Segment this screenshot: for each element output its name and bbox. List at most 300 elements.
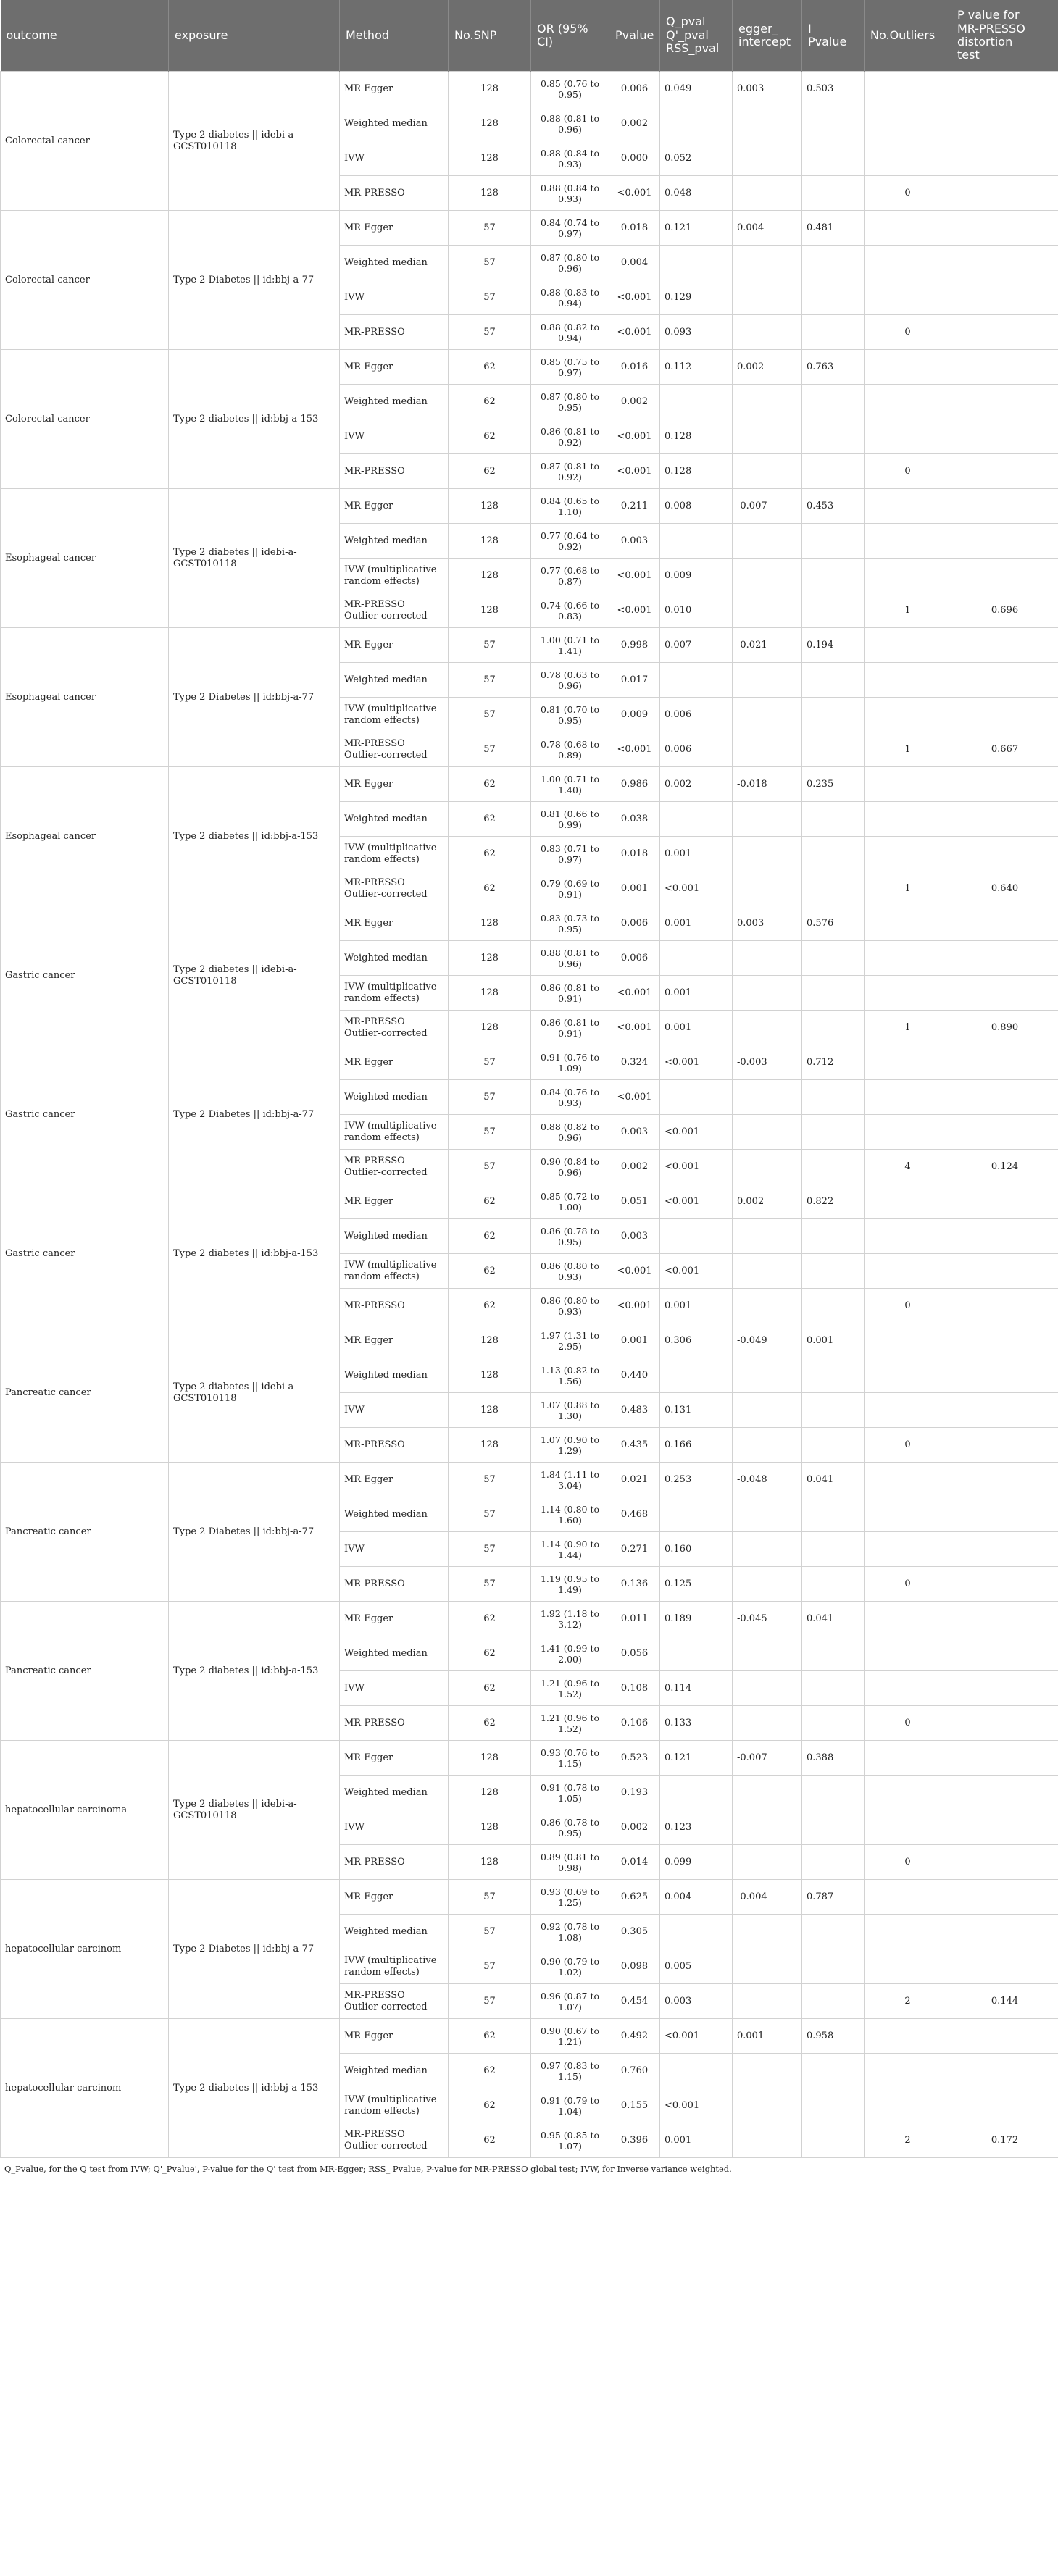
pvalue-cell: 0.001 xyxy=(609,1323,660,1358)
q-pval-cell: 0.007 xyxy=(660,628,733,663)
method-cell: MR Egger xyxy=(340,350,449,385)
nsnp-cell: 57 xyxy=(449,1150,531,1184)
egger-intercept-cell xyxy=(733,1776,802,1810)
nsnp-cell: 57 xyxy=(449,1463,531,1497)
i-pvalue-cell xyxy=(802,2088,865,2123)
method-cell: MR Egger xyxy=(340,767,449,802)
i-pvalue-cell xyxy=(802,1011,865,1045)
distortion-cell xyxy=(951,1602,1058,1636)
i-pvalue-cell xyxy=(802,2054,865,2088)
distortion-cell xyxy=(951,976,1058,1011)
i-pvalue-cell xyxy=(802,385,865,419)
nsnp-cell: 57 xyxy=(449,1532,531,1567)
distortion-cell xyxy=(951,419,1058,454)
distortion-cell xyxy=(951,941,1058,976)
nsnp-cell: 57 xyxy=(449,663,531,698)
i-pvalue-cell xyxy=(802,1497,865,1532)
i-pvalue-cell xyxy=(802,1393,865,1428)
nsnp-cell: 128 xyxy=(449,1358,531,1393)
or-cell: 0.88 (0.81 to 0.96) xyxy=(531,106,609,141)
nsnp-cell: 128 xyxy=(449,106,531,141)
method-cell: MR Egger xyxy=(340,628,449,663)
i-pvalue-cell xyxy=(802,1115,865,1150)
q-pval-cell: 0.128 xyxy=(660,419,733,454)
or-cell: 0.96 (0.87 to 1.07) xyxy=(531,1984,609,2019)
outliers-cell: 0 xyxy=(865,1706,951,1741)
outliers-cell xyxy=(865,1219,951,1254)
method-cell: IVW xyxy=(340,1393,449,1428)
pvalue-cell: 0.006 xyxy=(609,906,660,941)
distortion-cell: 0.124 xyxy=(951,1150,1058,1184)
outliers-cell: 2 xyxy=(865,2123,951,2158)
nsnp-cell: 62 xyxy=(449,802,531,837)
method-cell: IVW xyxy=(340,1810,449,1845)
or-cell: 1.41 (0.99 to 2.00) xyxy=(531,1636,609,1671)
method-cell: MR-PRESSO xyxy=(340,1845,449,1880)
outliers-cell xyxy=(865,106,951,141)
or-cell: 0.89 (0.81 to 0.98) xyxy=(531,1845,609,1880)
q-pval-cell: 0.128 xyxy=(660,454,733,489)
distortion-cell xyxy=(951,802,1058,837)
outcome-cell: Gastric cancer xyxy=(1,1045,169,1184)
i-pvalue-cell xyxy=(802,1984,865,2019)
distortion-cell xyxy=(951,559,1058,593)
i-pvalue-cell xyxy=(802,2123,865,2158)
outcome-cell: Gastric cancer xyxy=(1,1184,169,1323)
method-cell: MR Egger xyxy=(340,1463,449,1497)
pvalue-cell: <0.001 xyxy=(609,1011,660,1045)
distortion-cell xyxy=(951,1184,1058,1219)
pvalue-cell: 0.014 xyxy=(609,1845,660,1880)
or-cell: 0.86 (0.80 to 0.93) xyxy=(531,1289,609,1323)
method-cell: MR-PRESSO xyxy=(340,176,449,211)
or-cell: 0.86 (0.81 to 0.92) xyxy=(531,419,609,454)
distortion-cell xyxy=(951,350,1058,385)
nsnp-cell: 57 xyxy=(449,1984,531,2019)
method-cell: MR Egger xyxy=(340,1184,449,1219)
distortion-cell xyxy=(951,1671,1058,1706)
pvalue-cell: 0.492 xyxy=(609,2019,660,2054)
nsnp-cell: 62 xyxy=(449,2088,531,2123)
outcome-cell: Colorectal cancer xyxy=(1,350,169,489)
q-pval-cell xyxy=(660,106,733,141)
nsnp-cell: 62 xyxy=(449,1289,531,1323)
distortion-cell xyxy=(951,663,1058,698)
pvalue-cell: <0.001 xyxy=(609,176,660,211)
i-pvalue-cell xyxy=(802,802,865,837)
or-cell: 0.85 (0.76 to 0.95) xyxy=(531,72,609,106)
nsnp-cell: 62 xyxy=(449,767,531,802)
i-pvalue-cell xyxy=(802,1810,865,1845)
outliers-cell: 1 xyxy=(865,871,951,906)
nsnp-cell: 128 xyxy=(449,1776,531,1810)
distortion-cell: 0.667 xyxy=(951,732,1058,767)
outliers-cell xyxy=(865,1636,951,1671)
q-pval-cell: <0.001 xyxy=(660,1045,733,1080)
pvalue-cell: 0.108 xyxy=(609,1671,660,1706)
or-cell: 0.84 (0.76 to 0.93) xyxy=(531,1080,609,1115)
or-cell: 1.07 (0.90 to 1.29) xyxy=(531,1428,609,1463)
exposure-cell: Type 2 diabetes || id:bbj-a-153 xyxy=(169,1184,340,1323)
egger-intercept-cell: -0.045 xyxy=(733,1602,802,1636)
i-pvalue-cell: 0.958 xyxy=(802,2019,865,2054)
nsnp-cell: 57 xyxy=(449,732,531,767)
exposure-cell: Type 2 diabetes || idebi-a-GCST010118 xyxy=(169,906,340,1045)
method-cell: Weighted median xyxy=(340,1776,449,1810)
egger-intercept-cell: -0.021 xyxy=(733,628,802,663)
distortion-cell xyxy=(951,1810,1058,1845)
distortion-cell xyxy=(951,454,1058,489)
i-pvalue-cell: 0.388 xyxy=(802,1741,865,1776)
q-pval-cell: <0.001 xyxy=(660,1115,733,1150)
outliers-cell xyxy=(865,1497,951,1532)
pvalue-cell: 0.000 xyxy=(609,141,660,176)
egger-intercept-cell xyxy=(733,385,802,419)
i-pvalue-cell xyxy=(802,1358,865,1393)
egger-intercept-cell xyxy=(733,1532,802,1567)
distortion-cell: 0.144 xyxy=(951,1984,1058,2019)
nsnp-cell: 57 xyxy=(449,1880,531,1915)
distortion-cell xyxy=(951,246,1058,280)
egger-intercept-cell xyxy=(733,1219,802,1254)
i-pvalue-cell: 0.001 xyxy=(802,1323,865,1358)
nsnp-cell: 128 xyxy=(449,1393,531,1428)
egger-intercept-cell xyxy=(733,1289,802,1323)
distortion-cell xyxy=(951,176,1058,211)
or-cell: 0.88 (0.82 to 0.94) xyxy=(531,315,609,350)
table-body xyxy=(1,72,1058,2158)
nsnp-cell: 128 xyxy=(449,1845,531,1880)
outcome-cell: Pancreatic cancer xyxy=(1,1323,169,1463)
outcome-cell: hepatocellular carcinom xyxy=(1,1880,169,2019)
egger-intercept-cell: 0.002 xyxy=(733,350,802,385)
nsnp-cell: 62 xyxy=(449,2054,531,2088)
or-cell: 0.87 (0.81 to 0.92) xyxy=(531,454,609,489)
outliers-cell xyxy=(865,280,951,315)
distortion-cell xyxy=(951,1289,1058,1323)
or-cell: 0.93 (0.69 to 1.25) xyxy=(531,1880,609,1915)
q-pval-cell: <0.001 xyxy=(660,1254,733,1289)
distortion-cell xyxy=(951,280,1058,315)
method-cell: Weighted median xyxy=(340,802,449,837)
i-pvalue-cell xyxy=(802,454,865,489)
i-pvalue-cell: 0.822 xyxy=(802,1184,865,1219)
header-or: OR (95% CI) xyxy=(531,0,609,72)
q-pval-cell: 0.189 xyxy=(660,1602,733,1636)
header-method: Method xyxy=(340,0,449,72)
or-cell: 0.86 (0.78 to 0.95) xyxy=(531,1810,609,1845)
distortion-cell xyxy=(951,72,1058,106)
outcome-cell: Colorectal cancer xyxy=(1,211,169,350)
header-row xyxy=(1,0,1058,72)
method-cell: Weighted median xyxy=(340,1497,449,1532)
method-cell: IVW xyxy=(340,280,449,315)
table-row xyxy=(1,1323,1058,1358)
egger-intercept-cell xyxy=(733,559,802,593)
nsnp-cell: 57 xyxy=(449,628,531,663)
pvalue-cell: 0.018 xyxy=(609,211,660,246)
i-pvalue-cell xyxy=(802,1219,865,1254)
or-cell: 1.92 (1.18 to 3.12) xyxy=(531,1602,609,1636)
method-cell: Weighted median xyxy=(340,1636,449,1671)
outliers-cell xyxy=(865,2019,951,2054)
pvalue-cell: <0.001 xyxy=(609,1289,660,1323)
or-cell: 0.90 (0.84 to 0.96) xyxy=(531,1150,609,1184)
method-cell: MR Egger xyxy=(340,2019,449,2054)
or-cell: 0.91 (0.78 to 1.05) xyxy=(531,1776,609,1810)
pvalue-cell: 0.009 xyxy=(609,698,660,732)
egger-intercept-cell xyxy=(733,1150,802,1184)
q-pval-cell: <0.001 xyxy=(660,871,733,906)
table-row xyxy=(1,1463,1058,1497)
nsnp-cell: 57 xyxy=(449,246,531,280)
or-cell: 1.21 (0.96 to 1.52) xyxy=(531,1671,609,1706)
distortion-cell: 0.172 xyxy=(951,2123,1058,2158)
egger-intercept-cell xyxy=(733,454,802,489)
q-pval-cell: 0.001 xyxy=(660,976,733,1011)
i-pvalue-cell xyxy=(802,976,865,1011)
or-cell: 0.88 (0.83 to 0.94) xyxy=(531,280,609,315)
outcome-cell: Pancreatic cancer xyxy=(1,1602,169,1741)
i-pvalue-cell xyxy=(802,315,865,350)
outcome-cell: Esophageal cancer xyxy=(1,489,169,628)
nsnp-cell: 128 xyxy=(449,72,531,106)
outliers-cell xyxy=(865,1671,951,1706)
i-pvalue-cell xyxy=(802,663,865,698)
nsnp-cell: 57 xyxy=(449,1045,531,1080)
i-pvalue-cell xyxy=(802,871,865,906)
q-pval-cell: 0.001 xyxy=(660,1011,733,1045)
or-cell: 1.19 (0.95 to 1.49) xyxy=(531,1567,609,1602)
i-pvalue-cell xyxy=(802,280,865,315)
method-cell: IVW (multiplicative random effects) xyxy=(340,698,449,732)
outcome-cell: hepatocellular carcinoma xyxy=(1,1741,169,1880)
q-pval-cell: 0.006 xyxy=(660,732,733,767)
outliers-cell xyxy=(865,72,951,106)
outliers-cell xyxy=(865,1254,951,1289)
table-row xyxy=(1,1602,1058,1636)
table-row xyxy=(1,1880,1058,1915)
outliers-cell xyxy=(865,1393,951,1428)
distortion-cell xyxy=(951,1323,1058,1358)
outliers-cell xyxy=(865,767,951,802)
i-pvalue-cell: 0.787 xyxy=(802,1880,865,1915)
method-cell: MR-PRESSO xyxy=(340,315,449,350)
i-pvalue-cell xyxy=(802,141,865,176)
i-pvalue-cell xyxy=(802,1776,865,1810)
method-cell: MR-PRESSO Outlier-corrected xyxy=(340,1011,449,1045)
pvalue-cell: 0.003 xyxy=(609,1115,660,1150)
table-row xyxy=(1,1045,1058,1080)
q-pval-cell xyxy=(660,1915,733,1949)
pvalue-cell: 0.440 xyxy=(609,1358,660,1393)
or-cell: 0.95 (0.85 to 1.07) xyxy=(531,2123,609,2158)
method-cell: MR Egger xyxy=(340,211,449,246)
nsnp-cell: 62 xyxy=(449,1706,531,1741)
or-cell: 0.88 (0.82 to 0.96) xyxy=(531,1115,609,1150)
q-pval-cell: 0.121 xyxy=(660,211,733,246)
method-cell: Weighted median xyxy=(340,941,449,976)
i-pvalue-cell xyxy=(802,1289,865,1323)
pvalue-cell: 0.016 xyxy=(609,350,660,385)
q-pval-cell: 0.166 xyxy=(660,1428,733,1463)
table-footnote: Q_Pvalue, for the Q test from IVW; Q'_Pvalue', P-value for the Q' test from MR-Egger; RSS_ Pvalue, P-value for MR-PRESSO global test; IVW, for Inverse variance weighted. xyxy=(4,2164,732,2174)
pvalue-cell: 0.002 xyxy=(609,385,660,419)
distortion-cell xyxy=(951,906,1058,941)
or-cell: 1.14 (0.80 to 1.60) xyxy=(531,1497,609,1532)
outliers-cell: 0 xyxy=(865,1289,951,1323)
header-exposure: exposure xyxy=(169,0,340,72)
pvalue-cell: 0.454 xyxy=(609,1984,660,2019)
i-pvalue-cell xyxy=(802,1706,865,1741)
i-pvalue-cell: 0.194 xyxy=(802,628,865,663)
outcome-cell: hepatocellular carcinom xyxy=(1,2019,169,2158)
egger-intercept-cell xyxy=(733,1497,802,1532)
q-pval-cell: 0.052 xyxy=(660,141,733,176)
nsnp-cell: 128 xyxy=(449,1011,531,1045)
or-cell: 0.87 (0.80 to 0.96) xyxy=(531,246,609,280)
distortion-cell xyxy=(951,385,1058,419)
method-cell: MR-PRESSO Outlier-corrected xyxy=(340,871,449,906)
pvalue-cell: 0.271 xyxy=(609,1532,660,1567)
outliers-cell xyxy=(865,1184,951,1219)
exposure-cell: Type 2 diabetes || idebi-a-GCST010118 xyxy=(169,489,340,628)
pvalue-cell: 0.004 xyxy=(609,246,660,280)
outliers-cell: 2 xyxy=(865,1984,951,2019)
method-cell: IVW xyxy=(340,1532,449,1567)
nsnp-cell: 62 xyxy=(449,2123,531,2158)
nsnp-cell: 57 xyxy=(449,1949,531,1984)
method-cell: Weighted median xyxy=(340,1080,449,1115)
table-row xyxy=(1,489,1058,524)
nsnp-cell: 57 xyxy=(449,315,531,350)
method-cell: IVW (multiplicative random effects) xyxy=(340,2088,449,2123)
i-pvalue-cell: 0.503 xyxy=(802,72,865,106)
pvalue-cell: 0.001 xyxy=(609,871,660,906)
q-pval-cell: 0.009 xyxy=(660,559,733,593)
distortion-cell xyxy=(951,1428,1058,1463)
outliers-cell xyxy=(865,1323,951,1358)
exposure-cell: Type 2 Diabetes || id:bbj-a-77 xyxy=(169,1045,340,1184)
nsnp-cell: 57 xyxy=(449,1115,531,1150)
outliers-cell xyxy=(865,698,951,732)
or-cell: 0.88 (0.81 to 0.96) xyxy=(531,941,609,976)
pvalue-cell: 0.625 xyxy=(609,1880,660,1915)
distortion-cell xyxy=(951,1741,1058,1776)
or-cell: 0.78 (0.63 to 0.96) xyxy=(531,663,609,698)
pvalue-cell: <0.001 xyxy=(609,559,660,593)
distortion-cell xyxy=(951,315,1058,350)
method-cell: IVW (multiplicative random effects) xyxy=(340,1949,449,1984)
method-cell: Weighted median xyxy=(340,106,449,141)
distortion-cell xyxy=(951,837,1058,871)
i-pvalue-cell xyxy=(802,1845,865,1880)
pvalue-cell: 0.106 xyxy=(609,1706,660,1741)
i-pvalue-cell xyxy=(802,1949,865,1984)
nsnp-cell: 62 xyxy=(449,350,531,385)
pvalue-cell: 0.056 xyxy=(609,1636,660,1671)
i-pvalue-cell: 0.041 xyxy=(802,1602,865,1636)
method-cell: IVW (multiplicative random effects) xyxy=(340,1115,449,1150)
or-cell: 0.92 (0.78 to 1.08) xyxy=(531,1915,609,1949)
nsnp-cell: 57 xyxy=(449,698,531,732)
i-pvalue-cell xyxy=(802,419,865,454)
distortion-cell: 0.696 xyxy=(951,593,1058,628)
q-pval-cell: 0.131 xyxy=(660,1393,733,1428)
exposure-cell: Type 2 diabetes || id:bbj-a-153 xyxy=(169,350,340,489)
outcome-cell: Pancreatic cancer xyxy=(1,1463,169,1602)
q-pval-cell: 0.003 xyxy=(660,1984,733,2019)
q-pval-cell xyxy=(660,941,733,976)
exposure-cell: Type 2 Diabetes || id:bbj-a-77 xyxy=(169,1463,340,1602)
q-pval-cell xyxy=(660,1776,733,1810)
egger-intercept-cell: -0.003 xyxy=(733,1045,802,1080)
distortion-cell: 0.890 xyxy=(951,1011,1058,1045)
distortion-cell xyxy=(951,1219,1058,1254)
outliers-cell xyxy=(865,837,951,871)
method-cell: Weighted median xyxy=(340,1915,449,1949)
q-pval-cell: 0.099 xyxy=(660,1845,733,1880)
outliers-cell xyxy=(865,1810,951,1845)
q-pval-cell xyxy=(660,1358,733,1393)
distortion-cell xyxy=(951,1045,1058,1080)
outliers-cell xyxy=(865,906,951,941)
pvalue-cell: 0.017 xyxy=(609,663,660,698)
i-pvalue-cell xyxy=(802,593,865,628)
outliers-cell xyxy=(865,1915,951,1949)
header-q-pval: Q_pval Q'_pval RSS_pval xyxy=(660,0,733,72)
i-pvalue-cell xyxy=(802,941,865,976)
outliers-cell xyxy=(865,2054,951,2088)
q-pval-cell: <0.001 xyxy=(660,1184,733,1219)
egger-intercept-cell xyxy=(733,593,802,628)
egger-intercept-cell xyxy=(733,1080,802,1115)
method-cell: MR Egger xyxy=(340,1323,449,1358)
nsnp-cell: 62 xyxy=(449,1254,531,1289)
table-row xyxy=(1,628,1058,663)
pvalue-cell: <0.001 xyxy=(609,1080,660,1115)
nsnp-cell: 128 xyxy=(449,941,531,976)
method-cell: Weighted median xyxy=(340,2054,449,2088)
table-row xyxy=(1,350,1058,385)
outliers-cell xyxy=(865,211,951,246)
nsnp-cell: 128 xyxy=(449,489,531,524)
distortion-cell xyxy=(951,2088,1058,2123)
outliers-cell xyxy=(865,663,951,698)
nsnp-cell: 57 xyxy=(449,1080,531,1115)
pvalue-cell: 0.006 xyxy=(609,72,660,106)
method-cell: MR-PRESSO Outlier-corrected xyxy=(340,1984,449,2019)
nsnp-cell: 62 xyxy=(449,1219,531,1254)
distortion-cell xyxy=(951,2054,1058,2088)
egger-intercept-cell: -0.007 xyxy=(733,489,802,524)
method-cell: Weighted median xyxy=(340,663,449,698)
nsnp-cell: 62 xyxy=(449,1636,531,1671)
nsnp-cell: 62 xyxy=(449,871,531,906)
i-pvalue-cell: 0.041 xyxy=(802,1463,865,1497)
pvalue-cell: 0.003 xyxy=(609,1219,660,1254)
egger-intercept-cell xyxy=(733,1810,802,1845)
header-outcome: outcome xyxy=(1,0,169,72)
egger-intercept-cell xyxy=(733,941,802,976)
pvalue-cell: 0.002 xyxy=(609,106,660,141)
or-cell: 0.81 (0.70 to 0.95) xyxy=(531,698,609,732)
outliers-cell xyxy=(865,419,951,454)
q-pval-cell: 0.001 xyxy=(660,2123,733,2158)
outcome-cell: Esophageal cancer xyxy=(1,628,169,767)
nsnp-cell: 128 xyxy=(449,976,531,1011)
distortion-cell xyxy=(951,767,1058,802)
